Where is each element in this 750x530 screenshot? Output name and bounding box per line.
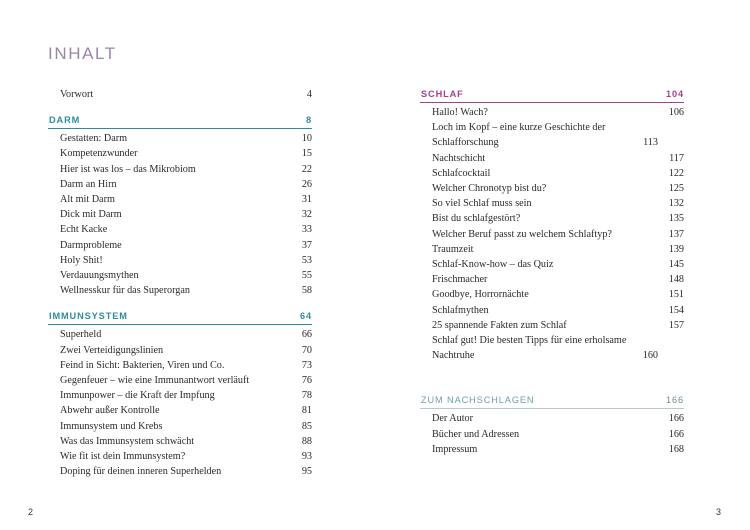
toc-entry[interactable]	[420, 257, 684, 272]
toc-entry[interactable]	[48, 434, 312, 449]
section-list-darm	[48, 131, 312, 298]
entry-label: Nachtschicht	[432, 152, 486, 164]
entry-label: Superheld	[60, 329, 102, 341]
section-list-schlaf	[420, 105, 684, 363]
entry-page: 113	[643, 137, 658, 149]
entry-page: 160	[642, 350, 658, 362]
entry-label: Hier ist was los – das Mikrobiom	[60, 163, 196, 175]
section-heading-schlaf[interactable]	[420, 87, 684, 103]
toc-entry[interactable]	[420, 105, 684, 120]
entry-page: 15	[301, 148, 312, 160]
toc-entry[interactable]	[420, 181, 684, 196]
entry-label: Loch im Kopf – eine kurze Geschichte der	[432, 122, 606, 134]
toc-entry[interactable]	[420, 411, 684, 426]
entry-label: Welcher Beruf passt zu welchem Schlaftyp?	[432, 228, 612, 240]
entry-label: Schlaf-Know-how – das Quiz	[432, 259, 554, 271]
toc-entry[interactable]	[420, 242, 684, 257]
entry-label: Immunpower – die Kraft der Impfung	[60, 390, 215, 402]
entry-label: Verdauungsmythen	[60, 270, 139, 282]
toc-entry[interactable]	[48, 464, 312, 479]
section-title: IMMUNSYSTEM	[49, 311, 128, 322]
toc-entry[interactable]	[48, 222, 312, 237]
entry-page: 70	[301, 344, 312, 356]
entry-page: 37	[301, 239, 312, 251]
entry-page: 154	[668, 304, 684, 316]
entry-label-continued: Nachtruhe	[432, 350, 475, 362]
entry-label: Impressum	[432, 443, 478, 455]
toc-entry[interactable]	[420, 303, 684, 318]
entry-label: So viel Schlaf muss sein	[432, 198, 532, 210]
entry-label: Gestatten: Darm	[60, 133, 128, 145]
entry-label: Welcher Chronotyp bist du?	[432, 183, 547, 195]
toc-entry[interactable]	[48, 268, 312, 283]
section-list-immunsystem	[48, 327, 312, 479]
entry-page: 78	[301, 390, 312, 402]
entry-label: Wie fit ist dein Immunsystem?	[60, 451, 186, 463]
toc-entry[interactable]	[48, 207, 312, 222]
entry-label: Immunsystem und Krebs	[60, 420, 163, 432]
toc-entry[interactable]	[48, 283, 312, 298]
toc-entry[interactable]	[420, 318, 684, 333]
section-heading-immunsystem[interactable]	[48, 309, 312, 325]
entry-label: Alt mit Darm	[60, 194, 115, 206]
entry-page: 145	[668, 259, 684, 271]
toc-entry[interactable]	[48, 343, 312, 358]
section-page: 166	[665, 395, 684, 406]
entry-page: 135	[668, 213, 684, 225]
entry-page: 32	[301, 209, 312, 221]
entry-label: Echt Kacke	[60, 224, 108, 236]
entry-page: 157	[668, 319, 684, 331]
section-title: DARM	[49, 115, 81, 126]
entry-page: 166	[668, 413, 684, 425]
entry-page: 88	[301, 435, 312, 447]
entry-label: Darm an Hirn	[60, 178, 117, 190]
entry-page: 76	[301, 375, 312, 387]
entry-label: Bist du schlafgestört?	[432, 213, 521, 225]
entry-page: 73	[301, 359, 312, 371]
toc-entry[interactable]	[48, 192, 312, 207]
entry-label: Hallo! Wach?	[432, 107, 488, 118]
toc-entry[interactable]	[48, 419, 312, 434]
toc-entry[interactable]	[48, 449, 312, 464]
entry-page: 66	[301, 329, 312, 341]
entry-page: 31	[301, 194, 312, 206]
entry-page: 93	[301, 451, 312, 463]
entry-label: Dick mit Darm	[60, 209, 122, 221]
entry-label: Der Autor	[432, 413, 474, 425]
section-heading-zum-nachschlagen[interactable]	[420, 393, 684, 409]
toc-entry[interactable]	[420, 333, 684, 363]
section-page: 104	[665, 89, 684, 99]
entry-page: 85	[301, 420, 312, 432]
entry-label: Bücher und Adressen	[432, 428, 520, 440]
toc-entry[interactable]	[420, 120, 684, 150]
entry-label: Abwehr außer Kontrolle	[60, 405, 160, 417]
entry-page: 81	[301, 405, 312, 417]
entry-page: 53	[301, 254, 312, 266]
toc-entry[interactable]	[420, 442, 684, 457]
toc-entry[interactable]	[420, 196, 684, 211]
section-title: ZUM NACHSCHLAGEN	[421, 395, 535, 406]
entry-label-continued: Schlafforschung	[432, 137, 499, 149]
entry-label: Traumzeit	[432, 243, 474, 255]
section-list-zum-nachschlagen	[420, 411, 684, 457]
entry-page: 95	[301, 466, 312, 478]
entry-label: Gegenfeuer – wie eine Immunantwort verläuft	[60, 375, 250, 387]
entry-page: 168	[668, 443, 684, 455]
toc-entry[interactable]	[48, 327, 312, 342]
entry-page: 122	[668, 167, 684, 179]
entry-page: 10	[301, 133, 312, 145]
entry-label: Feind in Sicht: Bakterien, Viren und Co.	[60, 359, 225, 371]
toc-entry-vorwort[interactable]	[48, 87, 312, 102]
entry-label: Frischmacher	[432, 274, 488, 286]
entry-page: 139	[668, 243, 684, 255]
toc-entry[interactable]	[48, 403, 312, 418]
entry-label: Wellnesskur für das Superorgan	[60, 285, 190, 297]
entry-label: Was das Immunsystem schwächt	[60, 435, 195, 447]
toc-right-column	[420, 87, 684, 457]
toc-entry[interactable]	[420, 427, 684, 442]
entry-label: Schlaf gut! Die besten Tipps für eine erholsame	[432, 335, 627, 347]
entry-label: Schlafcocktail	[432, 167, 491, 179]
toc-entry[interactable]	[48, 177, 312, 192]
entry-page: 22	[301, 163, 312, 175]
toc-entry[interactable]	[48, 146, 312, 161]
entry-page: 125	[668, 183, 684, 195]
page-number-left: 2	[28, 507, 34, 517]
toc-left-column	[48, 87, 312, 479]
toc-entry[interactable]	[48, 388, 312, 403]
section-page: 8	[305, 115, 312, 126]
toc-entry[interactable]	[48, 253, 312, 268]
entry-page: 151	[668, 289, 684, 301]
entry-label: Darmprobleme	[60, 239, 122, 251]
entry-label: Vorwort	[60, 89, 94, 100]
entry-page: 26	[301, 178, 312, 190]
toc-entry[interactable]	[48, 238, 312, 253]
entry-label: Kompetenzwunder	[60, 148, 138, 160]
toc-entry[interactable]	[48, 162, 312, 177]
entry-label: Zwei Verteidigungslinien	[60, 344, 164, 356]
toc-entry[interactable]	[48, 373, 312, 388]
toc-entry[interactable]	[420, 272, 684, 287]
toc-entry[interactable]	[420, 287, 684, 302]
entry-page: 137	[668, 228, 684, 240]
section-heading-darm[interactable]	[48, 113, 312, 129]
entry-page: 33	[301, 224, 312, 236]
entry-page: 166	[668, 428, 684, 440]
toc-entry[interactable]	[420, 151, 684, 166]
entry-page: 117	[669, 152, 684, 164]
toc-entry[interactable]	[420, 227, 684, 242]
entry-label: Doping für deinen inneren Superhelden	[60, 466, 222, 478]
entry-label: Schlafmythen	[432, 304, 489, 316]
section-title: SCHLAF	[421, 89, 464, 99]
entry-label: Goodbye, Horrornächte	[432, 289, 529, 301]
entry-label: Holy Shit!	[60, 254, 103, 266]
page-title: INHALT	[48, 44, 117, 63]
toc-entry[interactable]	[48, 358, 312, 373]
entry-page: 55	[301, 270, 312, 282]
entry-page: 58	[301, 285, 312, 297]
toc-entry[interactable]	[420, 211, 684, 226]
entry-page: 4	[306, 89, 312, 100]
entry-page: 132	[668, 198, 684, 210]
entry-label: 25 spannende Fakten zum Schlaf	[432, 319, 567, 331]
entry-page: 148	[668, 274, 684, 286]
section-page: 64	[299, 311, 312, 322]
page-number-right: 3	[716, 507, 722, 517]
entry-page: 106	[668, 107, 684, 118]
toc-entry[interactable]	[420, 166, 684, 181]
toc-entry[interactable]	[48, 131, 312, 146]
